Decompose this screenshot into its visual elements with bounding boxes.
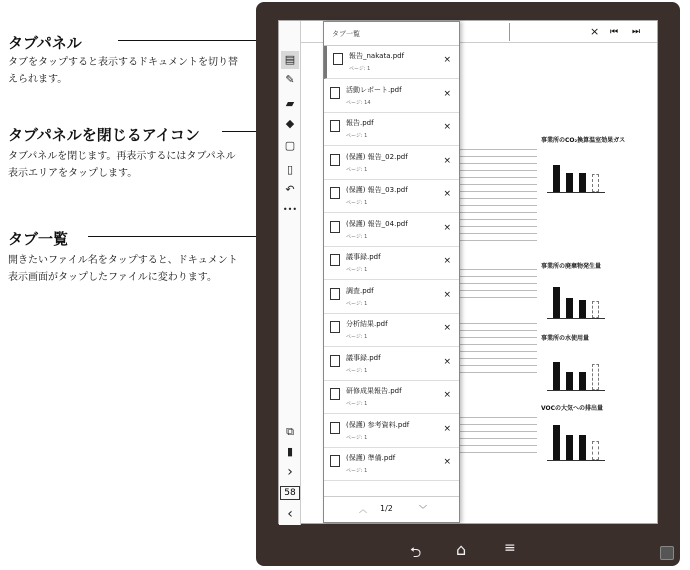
tab-page-info: ページ: 1 bbox=[346, 401, 368, 407]
doc-chart-plot bbox=[547, 149, 605, 193]
tab-file-name: 報告_nakata.pdf bbox=[349, 52, 405, 60]
tab-file-name: 分析結果.pdf bbox=[346, 320, 388, 328]
file-icon bbox=[330, 388, 340, 400]
close-tab-button[interactable]: × bbox=[443, 55, 451, 65]
tab-list-item[interactable] bbox=[324, 415, 459, 448]
tab-list-item[interactable] bbox=[324, 448, 459, 481]
top-controls bbox=[509, 23, 657, 41]
tab-page-info: ページ: 1 bbox=[346, 468, 368, 474]
doc-chart-bar bbox=[579, 372, 586, 390]
close-tab-button[interactable]: × bbox=[443, 122, 451, 132]
doc-chart-bar bbox=[566, 372, 573, 390]
left-toolbar bbox=[279, 21, 301, 525]
file-icon bbox=[330, 187, 340, 199]
doc-chart-title: 事業所のCO₂換算温室効果ガス bbox=[541, 137, 626, 144]
file-icon bbox=[330, 355, 340, 367]
file-icon bbox=[333, 53, 343, 65]
tab-page-info: ページ: 1 bbox=[346, 334, 368, 340]
file-icon bbox=[330, 321, 340, 333]
doc-chart-bar bbox=[592, 441, 599, 460]
doc-chart bbox=[541, 135, 626, 203]
doc-chart-bar bbox=[579, 173, 586, 192]
last-page-button[interactable]: ⏭ bbox=[632, 27, 641, 37]
doc-chart-bar bbox=[579, 435, 586, 460]
menu-button[interactable]: ≡ bbox=[504, 540, 516, 556]
tab-page-info: ページ: 1 bbox=[346, 133, 368, 139]
tab-page-info: ページ: 14 bbox=[346, 99, 371, 106]
first-page-button[interactable]: ⏮ bbox=[610, 27, 619, 37]
close-tab-button[interactable]: × bbox=[443, 423, 451, 434]
tab-list-item[interactable] bbox=[324, 46, 459, 79]
new-note-icon[interactable]: ▢ bbox=[284, 139, 296, 152]
tab-file-name: 活動レポート.pdf bbox=[346, 85, 402, 94]
tab-list-item[interactable] bbox=[324, 348, 459, 381]
tab-file-name: (保護) 準備.pdf bbox=[346, 454, 396, 462]
pen-icon[interactable]: ✎ bbox=[285, 73, 295, 86]
close-tab-button[interactable]: × bbox=[443, 390, 451, 400]
tab-list-item[interactable] bbox=[324, 147, 459, 180]
tab-page-info: ページ: 1 bbox=[346, 200, 368, 206]
doc-chart-plot bbox=[547, 275, 605, 319]
tab-file-name: (保護) 参考資料.pdf bbox=[346, 420, 410, 429]
device-screen bbox=[278, 20, 658, 524]
eraser-icon[interactable]: ◆ bbox=[285, 117, 295, 130]
close-tab-button[interactable]: × bbox=[443, 155, 451, 166]
back-button[interactable]: ⮌ bbox=[410, 545, 422, 561]
close-tab-button[interactable]: × bbox=[443, 289, 451, 300]
doc-chart-bar bbox=[553, 425, 560, 460]
doc-chart-bar bbox=[592, 301, 599, 318]
doc-chart-title: VOCの大気への排出量 bbox=[541, 405, 604, 412]
page-number-field[interactable]: 58 bbox=[280, 486, 300, 500]
close-tab-button[interactable]: × bbox=[443, 457, 451, 467]
page-icon[interactable]: ▯ bbox=[286, 163, 294, 176]
doc-chart-plot bbox=[547, 417, 605, 461]
doc-chart-bar bbox=[579, 300, 586, 318]
callout-desc-tab-panel: タブをタップすると表示するドキュメントを切り替えられます。 bbox=[8, 57, 238, 85]
close-tab-panel-button[interactable]: × bbox=[590, 25, 600, 38]
tab-panel[interactable] bbox=[323, 21, 460, 523]
tab-list-item[interactable] bbox=[324, 381, 459, 414]
tab-page-info: ページ: 1 bbox=[349, 66, 371, 72]
tab-list-header: タブ一覧 bbox=[324, 22, 459, 46]
close-tab-button[interactable]: × bbox=[443, 189, 451, 199]
tab-page-info: ページ: 1 bbox=[346, 233, 368, 240]
callout-title-tab-panel: タブパネル bbox=[8, 34, 82, 52]
tab-list-prev-page-button[interactable]: ︿ bbox=[359, 505, 367, 514]
doc-chart-bar bbox=[566, 173, 573, 192]
file-icon bbox=[330, 455, 340, 467]
tab-list-item[interactable] bbox=[324, 180, 459, 213]
file-icon bbox=[330, 154, 340, 166]
doc-chart bbox=[541, 333, 611, 401]
undo-icon[interactable]: ↶ bbox=[285, 183, 295, 196]
next-page-button[interactable]: › bbox=[287, 464, 293, 480]
file-icon bbox=[330, 254, 340, 266]
home-button[interactable]: ⌂ bbox=[456, 540, 467, 559]
close-tab-button[interactable]: × bbox=[443, 323, 451, 333]
tab-file-name: (保護) 報告_03.pdf bbox=[346, 186, 408, 194]
tab-list-next-page-button[interactable]: ﹀ bbox=[419, 505, 427, 514]
callout-title-close-icon: タブパネルを閉じるアイコン bbox=[8, 126, 200, 144]
more-icon[interactable]: ••• bbox=[282, 205, 298, 214]
file-icon bbox=[330, 288, 340, 300]
file-icon bbox=[330, 120, 340, 132]
file-icon bbox=[330, 422, 340, 434]
book-icon[interactable]: ▮ bbox=[286, 445, 294, 458]
tab-list-item[interactable] bbox=[324, 314, 459, 347]
doc-chart-title: 事業所の水使用量 bbox=[541, 335, 590, 342]
tab-page-info: ページ: 1 bbox=[346, 434, 368, 441]
tab-list-item[interactable] bbox=[324, 247, 459, 280]
doc-chart-bar bbox=[566, 435, 573, 460]
tab-file-name: 議事録.pdf bbox=[346, 253, 381, 261]
doc-chart-plot bbox=[547, 347, 605, 391]
doc-chart bbox=[541, 261, 611, 329]
tab-list-pager bbox=[324, 496, 459, 522]
doc-chart-bar bbox=[553, 165, 560, 192]
tab-file-name: (保護) 報告_02.pdf bbox=[346, 152, 408, 161]
close-tab-button[interactable]: × bbox=[443, 256, 451, 266]
corner-shortcut-icon[interactable] bbox=[660, 546, 674, 560]
tab-list-page-indicator: 1/2 bbox=[380, 504, 393, 513]
callout-desc-close-icon: タブパネルを閉じます。再表示するにはタブパネル表示エリアをタップします。 bbox=[8, 151, 236, 179]
doc-chart-bar bbox=[592, 174, 599, 192]
tab-page-info: ページ: 1 bbox=[346, 166, 368, 173]
tab-file-name: (保護) 報告_04.pdf bbox=[346, 219, 408, 228]
doc-chart bbox=[541, 403, 611, 471]
highlighter-icon[interactable]: ▰ bbox=[285, 97, 295, 110]
tab-list-item[interactable] bbox=[324, 214, 459, 247]
tab-list-item[interactable] bbox=[324, 80, 459, 113]
doc-chart-bar bbox=[592, 364, 599, 390]
doc-chart-title: 事業所の廃棄物発生量 bbox=[541, 263, 602, 270]
tab-page-info: ページ: 1 bbox=[346, 267, 368, 273]
close-tab-button[interactable]: × bbox=[443, 222, 451, 233]
doc-chart-bar bbox=[553, 362, 560, 390]
close-tab-button[interactable]: × bbox=[443, 356, 451, 367]
tab-panel-toggle-icon[interactable]: ▤ bbox=[281, 51, 299, 69]
file-icon bbox=[330, 87, 340, 99]
file-icon bbox=[330, 221, 340, 233]
device-frame bbox=[256, 2, 680, 566]
doc-chart-bar bbox=[553, 287, 560, 318]
tab-file-name: 研修成果報告.pdf bbox=[346, 387, 402, 395]
callout-desc-tab-list: 開きたいファイル名をタップすると、ドキュメント表示画面がタップしたファイルに変わります。 bbox=[8, 255, 238, 283]
copy-page-icon[interactable]: ⧉ bbox=[286, 425, 294, 438]
tab-file-name: 報告.pdf bbox=[346, 119, 374, 127]
callout-title-tab-list: タブ一覧 bbox=[8, 230, 69, 248]
tab-list-item[interactable] bbox=[324, 113, 459, 146]
prev-page-button[interactable]: ‹ bbox=[287, 506, 293, 522]
tab-file-name: 調査.pdf bbox=[346, 286, 374, 295]
tab-file-name: 議事録.pdf bbox=[346, 353, 381, 362]
close-tab-button[interactable]: × bbox=[443, 88, 451, 99]
tab-list-item[interactable] bbox=[324, 281, 459, 314]
tab-page-info: ページ: 1 bbox=[346, 300, 368, 307]
tab-page-info: ページ: 1 bbox=[346, 367, 368, 374]
doc-chart-bar bbox=[566, 298, 573, 318]
